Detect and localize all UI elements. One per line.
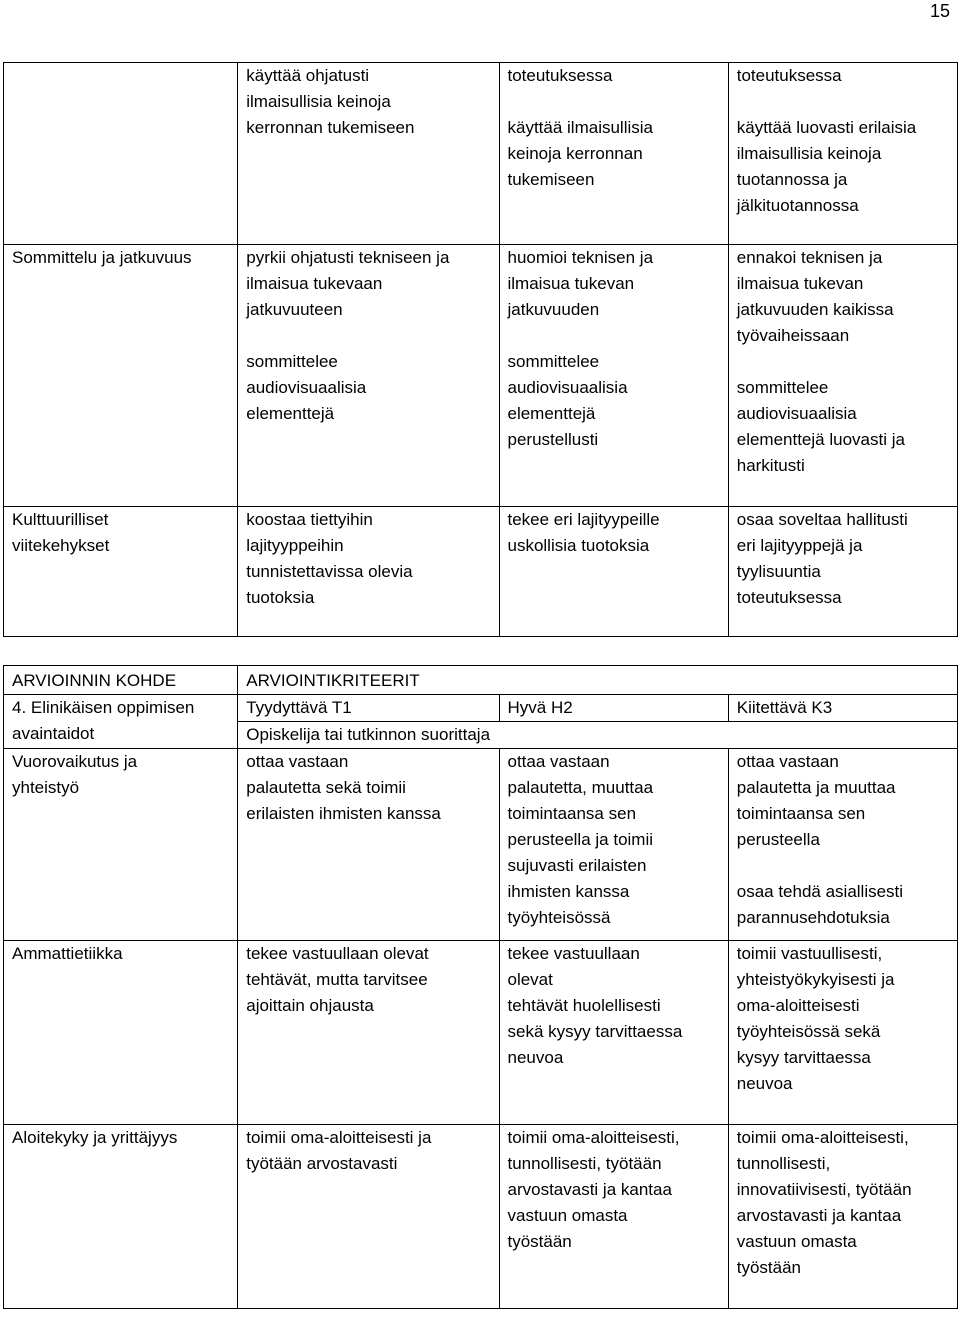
h2-cell: [499, 749, 728, 941]
criterion-text-line: parannusehdotuksia: [736, 908, 890, 927]
criterion-text-line: keinoja kerronnan: [507, 144, 643, 163]
criterion-cell: [4, 63, 238, 245]
criterion-text-line: osaa tehdä asiallisesti: [736, 882, 904, 901]
criterion-text-line: ottaa vastaan: [507, 752, 610, 771]
page-number: 15: [929, 1, 950, 21]
criterion-cell: [4, 941, 238, 1125]
criterion-text-line: koostaa tiettyihin: [246, 510, 373, 529]
criterion-text-line: elementtejä: [246, 404, 335, 423]
criterion-text-line: toimintaansa sen: [736, 804, 866, 823]
criterion-text-line: sekä kysyy tarvittaessa: [507, 1022, 683, 1041]
criterion-text-line: sommittelee: [736, 378, 829, 397]
criterion-text-line: jatkuvuuden: [507, 300, 600, 319]
criterion-text-line: lajityyppeihin: [246, 536, 344, 555]
criterion-text-line: oma-aloitteisesti: [736, 996, 860, 1015]
h2-cell: [499, 63, 728, 245]
criterion-label-line: Sommittelu ja jatkuvuus: [12, 248, 192, 267]
criterion-text-line: sommittelee: [246, 352, 338, 371]
criterion-text-line: vastuun omasta: [507, 1206, 628, 1225]
criterion-text-line: käyttää ilmaisullisia: [507, 118, 653, 137]
criterion-text-line: työvaiheissaan: [736, 326, 850, 345]
t1-cell: [238, 245, 499, 507]
criterion-text-line: työyhteisössä sekä: [736, 1022, 881, 1041]
criterion-text-line: palautetta sekä toimii: [246, 778, 406, 797]
level-k3-label: Kiitettävä K3: [736, 698, 833, 717]
criterion-text-line: tekee eri lajityypeille: [507, 510, 660, 529]
criterion-text-line: tuotannossa ja: [736, 170, 848, 189]
criterion-text-line: toimii vastuullisesti,: [736, 944, 883, 963]
table-row: [4, 1125, 958, 1309]
criterion-text-line: toteutuksessa: [736, 588, 842, 607]
criterion-text-line: arvostavasti ja kantaa: [507, 1180, 672, 1199]
assessment-target-label: ARVIOINNIN KOHDE: [12, 671, 177, 690]
criterion-text-line: erilaisten ihmisten kanssa: [246, 804, 441, 823]
table-row: [4, 749, 958, 941]
h2-cell: [499, 1125, 728, 1309]
k3-cell: [728, 1125, 957, 1309]
criterion-label-line: Kulttuurilliset: [12, 510, 109, 529]
criterion-text-line: jälkituotannossa: [736, 196, 859, 215]
criterion-text-line: ilmaisua tukevan: [736, 274, 864, 293]
criterion-text-line: tunnistettavissa olevia: [246, 562, 413, 581]
criterion-text-line: jatkuvuuteen: [246, 300, 343, 319]
criterion-text-line: ihmisten kanssa: [507, 882, 630, 901]
k3-cell: [728, 245, 957, 507]
criteria-table-continued: [3, 62, 958, 637]
criterion-text-line: arvostavasti ja kantaa: [736, 1206, 902, 1225]
criterion-text-line: sommittelee: [507, 352, 600, 371]
criterion-text-line: tehtävät huolellisesti: [507, 996, 661, 1015]
criterion-text-line: tekee vastuullaan: [507, 944, 640, 963]
levels-row: [4, 695, 958, 722]
criterion-text-line: käyttää luovasti erilaisia: [736, 118, 917, 137]
subject-label: Opiskelija tai tutkinnon suorittaja: [246, 725, 491, 744]
criterion-text-line: kerronnan tukemiseen: [246, 118, 415, 137]
criterion-text-line: ilmaisullisia keinoja: [736, 144, 882, 163]
criterion-text-line: ennakoi teknisen ja: [736, 248, 883, 267]
criterion-text-line: neuvoa: [736, 1074, 793, 1093]
criterion-text-line: työstään: [736, 1258, 801, 1277]
table-row: [4, 507, 958, 637]
criterion-text-line: olevat: [507, 970, 553, 989]
criterion-text-line: toteutuksessa: [507, 66, 613, 85]
criterion-text-line: ilmaisua tukevaan: [246, 274, 383, 293]
criterion-text-line: audiovisuaalisia: [736, 404, 857, 423]
h2-cell: [499, 941, 728, 1125]
table-header-row: [4, 666, 958, 695]
criterion-label-line: Vuorovaikutus ja: [12, 752, 138, 771]
criterion-text-line: työstään: [507, 1232, 572, 1251]
criterion-text-line: tunnollisesti, työtään: [507, 1154, 662, 1173]
criterion-text-line: audiovisuaalisia: [246, 378, 367, 397]
t1-cell: [238, 749, 499, 941]
criterion-text-line: pyrkii ohjatusti tekniseen ja: [246, 248, 450, 267]
criterion-text-line: sujuvasti erilaisten: [507, 856, 647, 875]
table-row: [4, 245, 958, 507]
criterion-text-line: osaa soveltaa hallitusti: [736, 510, 908, 529]
criterion-text-line: tehtävät, mutta tarvitsee: [246, 970, 428, 989]
criterion-text-line: työtään arvostavasti: [246, 1154, 398, 1173]
criterion-text-line: perusteella ja toimii: [507, 830, 654, 849]
criterion-label-line: viitekehykset: [12, 536, 110, 555]
criterion-text-line: palautetta ja muuttaa: [736, 778, 896, 797]
criterion-text-line: ilmaisua tukevan: [507, 274, 635, 293]
criterion-text-line: käyttää ohjatusti: [246, 66, 370, 85]
criterion-text-line: tunnollisesti,: [736, 1154, 831, 1173]
criterion-text-line: perusteella: [736, 830, 820, 849]
criterion-text-line: kysyy tarvittaessa: [736, 1048, 871, 1067]
criterion-cell: [4, 749, 238, 941]
criterion-text-line: elementtejä luovasti ja: [736, 430, 905, 449]
criterion-text-line: työyhteisössä: [507, 908, 611, 927]
criterion-text-line: uskollisia tuotoksia: [507, 536, 650, 555]
h2-cell: [499, 507, 728, 637]
criterion-label-line: Aloitekyky ja yrittäjyys: [12, 1128, 178, 1147]
criterion-text-line: toimii oma-aloitteisesti ja: [246, 1128, 432, 1147]
section-title-line1: 4. Elinikäisen oppimisen: [12, 698, 195, 717]
criterion-text-line: huomioi teknisen ja: [507, 248, 654, 267]
criterion-cell: [4, 507, 238, 637]
key-competences-table: [3, 665, 958, 1309]
criterion-text-line: ottaa vastaan: [736, 752, 839, 771]
criterion-text-line: palautetta, muuttaa: [507, 778, 654, 797]
k3-cell: [728, 941, 957, 1125]
criterion-text-line: ilmaisullisia keinoja: [246, 92, 391, 111]
criterion-text-line: tekee vastuullaan olevat: [246, 944, 429, 963]
criterion-text-line: eri lajityyppejä ja: [736, 536, 863, 555]
criterion-text-line: tukemiseen: [507, 170, 595, 189]
criterion-text-line: toteutuksessa: [736, 66, 842, 85]
level-t1-label: Tyydyttävä T1: [246, 698, 352, 717]
criterion-text-line: ottaa vastaan: [246, 752, 349, 771]
t1-cell: [238, 63, 499, 245]
criterion-text-line: tuotoksia: [246, 588, 315, 607]
level-h2-label: Hyvä H2: [507, 698, 573, 717]
t1-cell: [238, 941, 499, 1125]
criterion-text-line: yhteistyökykyisesti ja: [736, 970, 895, 989]
criterion-text-line: toimii oma-aloitteisesti,: [736, 1128, 909, 1147]
criterion-text-line: tyylisuuntia: [736, 562, 821, 581]
t1-cell: [238, 507, 499, 637]
criterion-text-line: toimintaansa sen: [507, 804, 637, 823]
h2-cell: [499, 245, 728, 507]
criterion-text-line: harkitusti: [736, 456, 805, 475]
criterion-text-line: perustellusti: [507, 430, 599, 449]
table-row: [4, 63, 958, 245]
k3-cell: [728, 749, 957, 941]
t1-cell: [238, 1125, 499, 1309]
criterion-text-line: audiovisuaalisia: [507, 378, 628, 397]
criterion-text-line: neuvoa: [507, 1048, 564, 1067]
criterion-cell: [4, 1125, 238, 1309]
section-title-line2: avaintaidot: [12, 724, 95, 743]
k3-cell: [728, 507, 957, 637]
criterion-label-line: Ammattietiikka: [12, 944, 123, 963]
criterion-text-line: elementtejä: [507, 404, 596, 423]
criterion-label-line: yhteistyö: [12, 778, 80, 797]
criterion-text-line: innovatiivisesti, työtään: [736, 1180, 912, 1199]
assessment-criteria-label: ARVIOINTIKRITEERIT: [246, 671, 420, 690]
table-row: [4, 941, 958, 1125]
criterion-text-line: toimii oma-aloitteisesti,: [507, 1128, 680, 1147]
criterion-text-line: vastuun omasta: [736, 1232, 857, 1251]
k3-cell: [728, 63, 957, 245]
criterion-cell: [4, 245, 238, 507]
criterion-text-line: jatkuvuuden kaikissa: [736, 300, 894, 319]
criterion-text-line: ajoittain ohjausta: [246, 996, 374, 1015]
